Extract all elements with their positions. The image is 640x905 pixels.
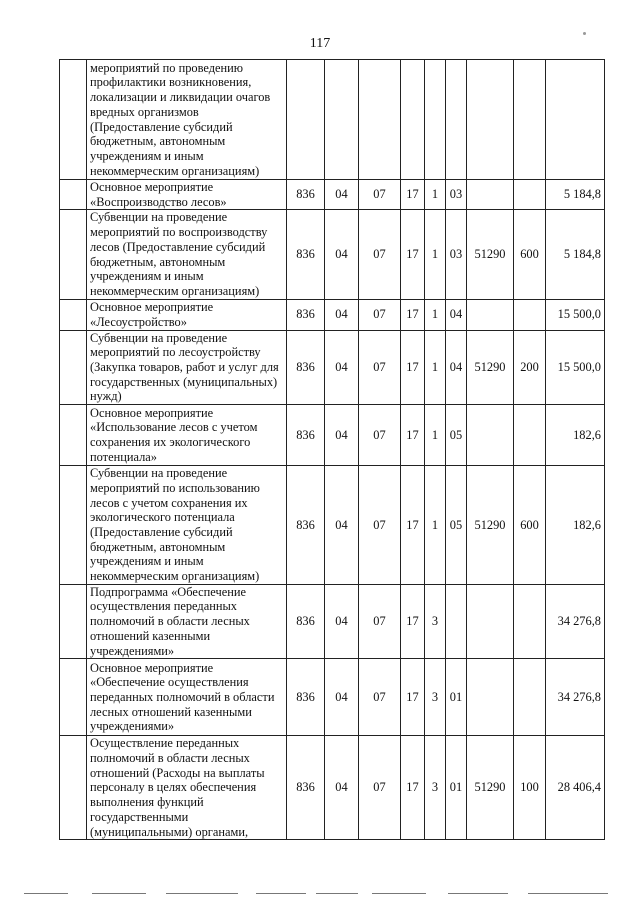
row-subprogram-cell: 1: [425, 210, 446, 299]
row-name-cell: Осуществление переданных полномочий в области лесных отношений (Расходы на выплаты персоналу в целях обеспечения выполнения функций государственными (муниципальными) органами,: [87, 736, 287, 840]
table-row: [60, 736, 605, 840]
row-amount-cell: 5 184,8: [546, 210, 605, 299]
row-direction-cell: 51290: [467, 210, 514, 299]
row-subprogram-cell: 3: [425, 736, 446, 840]
row-event-cell: [446, 584, 467, 659]
row-section-cell: [325, 60, 359, 180]
row-margin-cell: [60, 60, 87, 180]
row-expense-type-cell: [514, 60, 546, 180]
row-direction-cell: 51290: [467, 466, 514, 585]
row-subprogram-cell: 1: [425, 180, 446, 210]
footer-rule: [0, 893, 640, 895]
row-name-cell: Основное мероприятие «Воспроизводство лесов»: [87, 180, 287, 210]
table-row: [60, 210, 605, 299]
row-ministry-cell: 836: [287, 180, 325, 210]
row-name-cell: мероприятий по проведению профилактики возникновения, локализации и ликвидации очагов вредных организмов (Предоставление субсидий бюджетным, автономным учреждениям и иным некоммерческим организациям): [87, 60, 287, 180]
row-subsection-cell: 07: [359, 330, 401, 405]
row-margin-cell: [60, 736, 87, 840]
row-ministry-cell: 836: [287, 659, 325, 736]
row-subsection-cell: 07: [359, 584, 401, 659]
row-margin-cell: [60, 405, 87, 466]
row-program-cell: 17: [401, 466, 425, 585]
row-event-cell: 01: [446, 736, 467, 840]
row-direction-cell: [467, 299, 514, 330]
row-section-cell: 04: [325, 210, 359, 299]
row-ministry-cell: 836: [287, 584, 325, 659]
row-ministry-cell: [287, 60, 325, 180]
row-name-cell: Подпрограмма «Обеспечение осуществления переданных полномочий в области лесных отношений казенными учреждениями»: [87, 584, 287, 659]
row-ministry-cell: 836: [287, 299, 325, 330]
row-expense-type-cell: [514, 405, 546, 466]
row-program-cell: 17: [401, 180, 425, 210]
row-direction-cell: [467, 659, 514, 736]
row-margin-cell: [60, 330, 87, 405]
row-direction-cell: [467, 405, 514, 466]
row-amount-cell: [546, 60, 605, 180]
row-event-cell: [446, 60, 467, 180]
row-section-cell: 04: [325, 659, 359, 736]
row-amount-cell: 28 406,4: [546, 736, 605, 840]
row-expense-type-cell: [514, 180, 546, 210]
table-row: [60, 659, 605, 736]
table-row: [60, 299, 605, 330]
row-section-cell: 04: [325, 466, 359, 585]
row-margin-cell: [60, 466, 87, 585]
row-direction-cell: 51290: [467, 736, 514, 840]
row-name-cell: Субвенции на проведение мероприятий по воспроизводству лесов (Предоставление субсидий бюджетным, автономным учреждениям и иным некоммерческим организациям): [87, 210, 287, 299]
row-amount-cell: 182,6: [546, 405, 605, 466]
row-section-cell: 04: [325, 584, 359, 659]
row-subprogram-cell: 3: [425, 584, 446, 659]
row-amount-cell: 182,6: [546, 466, 605, 585]
row-expense-type-cell: [514, 299, 546, 330]
row-program-cell: 17: [401, 299, 425, 330]
row-section-cell: 04: [325, 330, 359, 405]
row-event-cell: 05: [446, 405, 467, 466]
row-amount-cell: 15 500,0: [546, 299, 605, 330]
row-program-cell: 17: [401, 736, 425, 840]
row-event-cell: 03: [446, 210, 467, 299]
budget-table: [59, 59, 605, 840]
row-expense-type-cell: 200: [514, 330, 546, 405]
row-direction-cell: 51290: [467, 330, 514, 405]
scan-speck: [583, 32, 586, 35]
row-ministry-cell: 836: [287, 736, 325, 840]
row-expense-type-cell: 100: [514, 736, 546, 840]
row-program-cell: 17: [401, 210, 425, 299]
row-subprogram-cell: 3: [425, 659, 446, 736]
row-section-cell: 04: [325, 405, 359, 466]
row-amount-cell: 34 276,8: [546, 584, 605, 659]
row-event-cell: 03: [446, 180, 467, 210]
row-margin-cell: [60, 210, 87, 299]
row-direction-cell: [467, 584, 514, 659]
row-name-cell: Субвенции на проведение мероприятий по использованию лесов с учетом сохранения их экологического потенциала (Предоставление субсидий бюджетным, автономным учреждениям и иным некоммерческим организациям): [87, 466, 287, 585]
row-event-cell: 04: [446, 330, 467, 405]
row-expense-type-cell: 600: [514, 210, 546, 299]
budget-table-body: [60, 60, 605, 840]
row-subsection-cell: 07: [359, 405, 401, 466]
row-subprogram-cell: 1: [425, 466, 446, 585]
row-amount-cell: 15 500,0: [546, 330, 605, 405]
row-subprogram-cell: 1: [425, 405, 446, 466]
row-amount-cell: 34 276,8: [546, 659, 605, 736]
row-ministry-cell: 836: [287, 405, 325, 466]
table-row: [60, 330, 605, 405]
row-subprogram-cell: 1: [425, 330, 446, 405]
row-program-cell: 17: [401, 659, 425, 736]
budget-table-container: [59, 59, 605, 840]
row-section-cell: 04: [325, 180, 359, 210]
row-ministry-cell: 836: [287, 210, 325, 299]
row-event-cell: 04: [446, 299, 467, 330]
row-ministry-cell: 836: [287, 466, 325, 585]
row-subprogram-cell: 1: [425, 299, 446, 330]
row-direction-cell: [467, 60, 514, 180]
row-expense-type-cell: [514, 584, 546, 659]
table-row: [60, 60, 605, 180]
table-row: [60, 466, 605, 585]
row-program-cell: 17: [401, 330, 425, 405]
row-name-cell: Основное мероприятие «Обеспечение осуществления переданных полномочий в области лесных отношений казенными учреждениями»: [87, 659, 287, 736]
row-margin-cell: [60, 299, 87, 330]
row-subsection-cell: 07: [359, 466, 401, 585]
row-subsection-cell: [359, 60, 401, 180]
table-row: [60, 405, 605, 466]
row-subsection-cell: 07: [359, 659, 401, 736]
row-subsection-cell: 07: [359, 736, 401, 840]
row-margin-cell: [60, 584, 87, 659]
row-amount-cell: 5 184,8: [546, 180, 605, 210]
row-direction-cell: [467, 180, 514, 210]
row-subsection-cell: 07: [359, 180, 401, 210]
page-number: 117: [309, 36, 331, 51]
row-name-cell: Основное мероприятие «Лесоустройство»: [87, 299, 287, 330]
row-subprogram-cell: [425, 60, 446, 180]
row-event-cell: 01: [446, 659, 467, 736]
row-ministry-cell: 836: [287, 330, 325, 405]
row-name-cell: Основное мероприятие «Использование лесов с учетом сохранения их экологического потенциала»: [87, 405, 287, 466]
row-subsection-cell: 07: [359, 210, 401, 299]
row-program-cell: 17: [401, 584, 425, 659]
row-section-cell: 04: [325, 299, 359, 330]
row-name-cell: Субвенции на проведение мероприятий по лесоустройству (Закупка товаров, работ и услуг для государственных (муниципальных) нужд): [87, 330, 287, 405]
table-row: [60, 584, 605, 659]
row-margin-cell: [60, 659, 87, 736]
row-event-cell: 05: [446, 466, 467, 585]
row-margin-cell: [60, 180, 87, 210]
row-section-cell: 04: [325, 736, 359, 840]
row-subsection-cell: 07: [359, 299, 401, 330]
row-program-cell: 17: [401, 405, 425, 466]
row-expense-type-cell: 600: [514, 466, 546, 585]
row-expense-type-cell: [514, 659, 546, 736]
table-row: [60, 180, 605, 210]
row-program-cell: [401, 60, 425, 180]
